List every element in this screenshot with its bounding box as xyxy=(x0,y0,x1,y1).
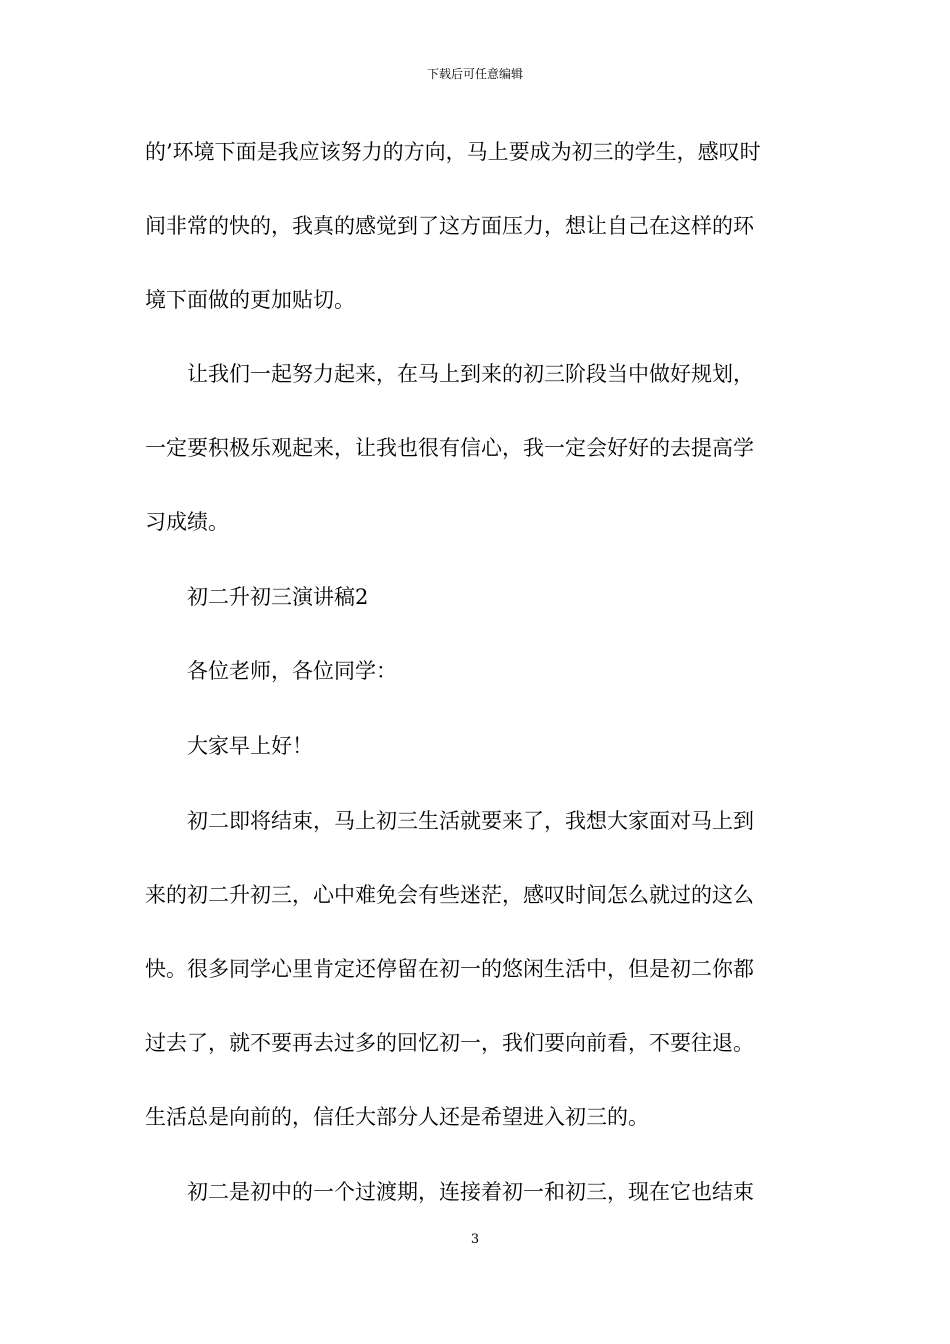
text-line: 初二即将结束，马上初三生活就要来了，我想大家面对马上到 xyxy=(145,809,754,833)
text-line: 习成绩。 xyxy=(145,510,229,534)
text-line: 间非常的快的，我真的感觉到了这方面压力，想让自己在这样的环 xyxy=(145,214,754,238)
page-header: 下载后可任意编辑 xyxy=(426,67,523,81)
text-line: 初二是初中的一个过渡期，连接着初一和初三，现在它也结束 xyxy=(145,1180,754,1204)
text-line: 境下面做的更加贴切。 xyxy=(145,288,355,312)
text-line: 快。很多同学心里肯定还停留在初一的悠闲生活中，但是初二你都 xyxy=(145,957,754,981)
text-line: 的’环境下面是我应该努力的方向，马上要成为初三的学生，感叹时 xyxy=(145,140,761,164)
text-line: 来的初二升初三，心中难免会有些迷茫，感叹时间怎么就过的这么 xyxy=(145,883,754,907)
greeting: 大家早上好！ xyxy=(145,734,313,758)
text-line: 过去了，就不要再去过多的回忆初一，我们要向前看，不要往退。 xyxy=(145,1031,754,1055)
section-title: 初二升初三演讲稿2 xyxy=(145,585,369,609)
text-line: 让我们一起努力起来，在马上到来的初三阶段当中做好规划， xyxy=(145,362,754,386)
page-number: 3 xyxy=(470,1232,480,1247)
text-line: 生活总是向前的，信任大部分人还是希望进入初三的。 xyxy=(145,1105,649,1129)
text-line: 一定要积极乐观起来，让我也很有信心，我一定会好好的去提高学 xyxy=(145,436,754,460)
salutation: 各位老师，各位同学： xyxy=(145,659,397,683)
